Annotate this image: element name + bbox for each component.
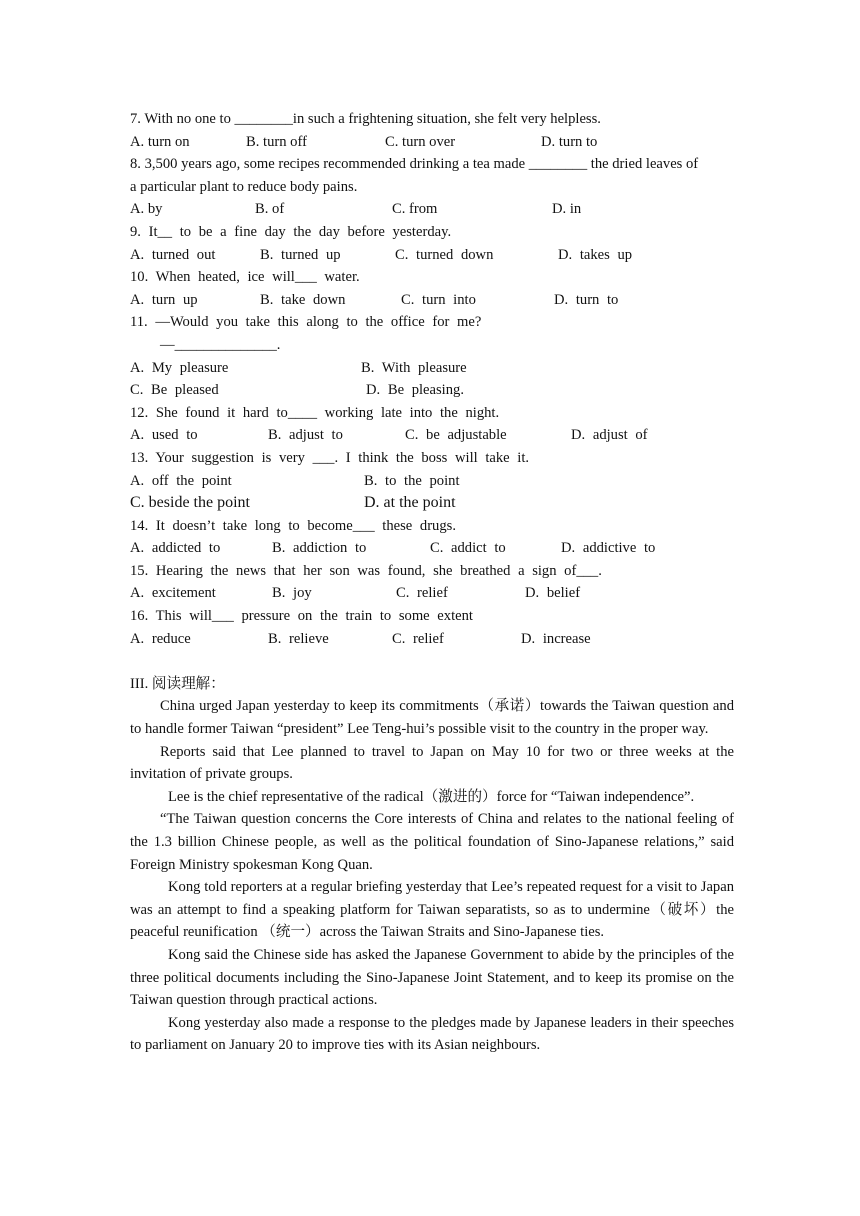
option-a: A. off the point (130, 472, 232, 489)
option-a: A. turn on (130, 133, 190, 150)
option-a: A. by (130, 201, 163, 218)
question-13-options-cd (130, 492, 734, 515)
option-a: A. reduce (130, 630, 191, 647)
question-10-options (130, 289, 734, 312)
question-15-options (130, 582, 734, 605)
reading-paragraph: China urged Japan yesterday to keep its commitments（承诺）towards the Taiwan question and to handle former Taiwan “president” Lee Teng-hui’s possible visit to the country in the proper way. (130, 698, 734, 738)
section-spacer (130, 650, 734, 673)
reading-paragraph: Kong yesterday also made a response to the pledges made by Japanese leaders in their speeches to parliament on January 20 to improve ties with its Asian neighbours. (130, 1014, 734, 1054)
option-d: D. adjust of (571, 427, 648, 444)
reading-paragraph: Reports said that Lee planned to travel to Japan on May 10 for two or three weeks at the invitation of private groups. (130, 743, 734, 783)
option-c: C. beside the point (130, 494, 250, 512)
exam-page (130, 108, 734, 1057)
option-c: C. relief (392, 630, 444, 647)
option-d: D. at the point (364, 494, 456, 512)
question-11-options-ab (130, 357, 734, 380)
question-9-stem: 9. It__ to be a fine day the day before yesterday. (130, 223, 452, 240)
reading-paragraph: Lee is the chief representative of the radical（激进的）force for “Taiwan independence”. (168, 788, 695, 805)
question-7-stem: 7. With no one to ________in such a frightening situation, she felt very helpless. (130, 111, 601, 127)
question-16-options (130, 628, 734, 651)
option-b: B. With pleasure (361, 359, 467, 376)
question-11-options-cd (130, 379, 734, 402)
question-9-options (130, 244, 734, 267)
option-c: C. turn into (401, 291, 476, 308)
reading-paragraph: Kong told reporters at a regular briefing yesterday that Lee’s repeated request for a visit to Japan was an attempt to find a speaking platform for Taiwan separatists, so as to undermine（破坏）the peaceful reunification （统一）across the Taiwan Straits and Sino-Japanese ties. (130, 879, 734, 941)
option-b: B. to the point (364, 472, 460, 489)
option-a: A. used to (130, 427, 198, 444)
question-14-options (130, 537, 734, 560)
option-d: D. in (552, 201, 582, 218)
option-d: D. belief (525, 585, 581, 602)
question-16-stem: 16. This will___ pressure on the train to some extent (130, 608, 473, 625)
option-a: A. excitement (130, 585, 216, 602)
question-8-options (130, 198, 734, 221)
reading-paragraph: “The Taiwan question concerns the Core interests of China and relates to the national feeling of the 1.3 billion Chinese people, as well as the political foundation of Sino-Japanese relations,” said Foreign Ministry spokesman Kong Quan. (130, 811, 734, 873)
option-d: D. turn to (554, 291, 619, 308)
option-b: B. relieve (268, 630, 329, 647)
option-c: C. be adjustable (405, 427, 507, 444)
option-b: B. turn off (246, 133, 307, 150)
option-d: D. turn to (541, 133, 598, 150)
option-b: B. joy (272, 585, 312, 602)
reading-paragraph: Kong said the Chinese side has asked the Japanese Government to abide by the principles of the three political documents including the Sino-Japanese Joint Statement, and to keep its promise on the Taiwan question through practical actions. (130, 946, 734, 1009)
option-d: D. takes up (558, 246, 633, 263)
question-10-stem: 10. When heated, ice will___ water. (130, 269, 360, 286)
option-d: D. addictive to (561, 540, 656, 557)
option-c: C. turn over (385, 133, 456, 150)
option-c: C. from (392, 201, 438, 218)
option-c: C. Be pleased (130, 382, 219, 399)
question-8-stem-cont: a particular plant to reduce body pains. (130, 178, 358, 195)
option-a: A. My pleasure (130, 359, 229, 376)
option-d: D. Be pleasing. (366, 382, 464, 399)
option-d: D. increase (521, 630, 591, 647)
option-a: A. turned out (130, 246, 216, 263)
question-7-options (130, 131, 734, 154)
option-c: C. relief (396, 585, 448, 602)
question-13-options-ab (130, 470, 734, 493)
option-a: A. turn up (130, 291, 198, 308)
question-13-stem: 13. Your suggestion is very ___. I think the boss will take it. (130, 449, 530, 466)
question-14-stem: 14. It doesn’t take long to become___ these drugs. (130, 517, 456, 534)
option-a: A. addicted to (130, 540, 221, 557)
option-c: C. addict to (430, 540, 506, 557)
question-15-stem: 15. Hearing the news that her son was found, she breathed a sign of___. (130, 562, 602, 579)
question-12-options (130, 424, 734, 447)
option-b: B. turned up (260, 246, 341, 263)
question-8-stem: 8. 3,500 years ago, some recipes recommended drinking a tea made ________ the dried leaves of (130, 156, 699, 173)
option-c: C. turned down (395, 246, 494, 263)
reading-heading: III. 阅读理解： (130, 675, 225, 692)
option-b: B. adjust to (268, 427, 343, 444)
option-b: B. of (255, 201, 285, 218)
option-b: B. take down (260, 291, 346, 308)
question-11-reply: —______________. (160, 336, 281, 353)
option-b: B. addiction to (272, 540, 367, 557)
question-12-stem: 12. She found it hard to____ working late into the night. (130, 404, 500, 421)
question-11-stem: 11. —Would you take this along to the office for me? (130, 314, 482, 331)
